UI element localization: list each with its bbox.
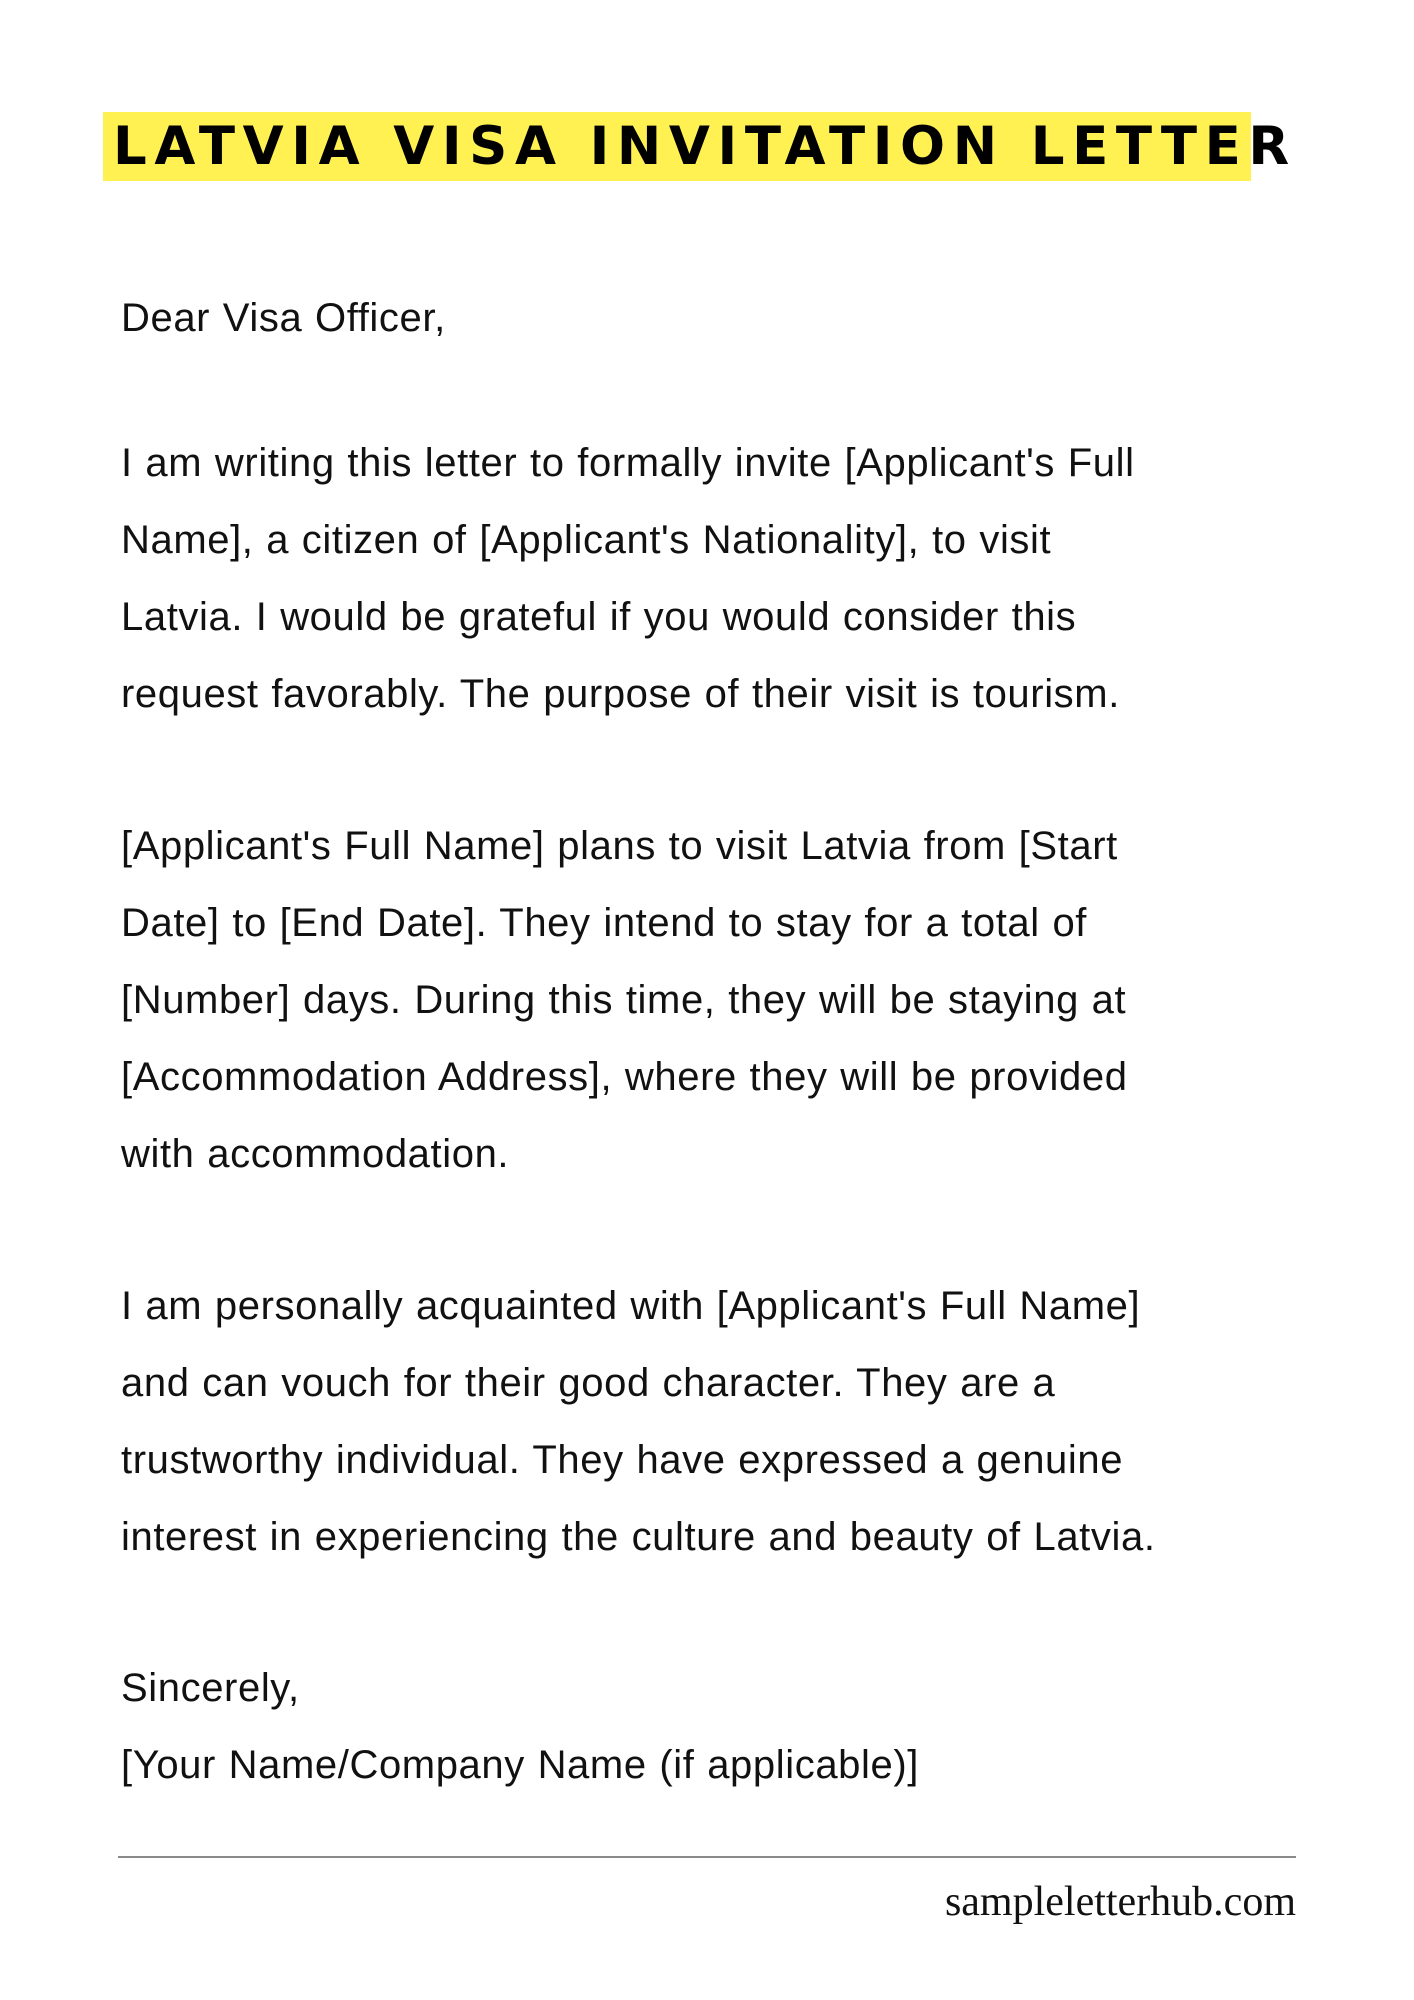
paragraph-character-reference bbox=[121, 1268, 1341, 1576]
paragraph-line: Date] to [End Date]. They intend to stay for a total of bbox=[121, 901, 1088, 945]
paragraph-line: Name], a citizen of [Applicant's Nationality], to visit bbox=[121, 518, 1052, 562]
paragraph-line: interest in experiencing the culture and beauty of Latvia. bbox=[121, 1515, 1156, 1559]
paragraph-invitation bbox=[121, 425, 1341, 733]
paragraph-line: [Number] days. During this time, they will be staying at bbox=[121, 978, 1127, 1022]
greeting-text: Dear Visa Officer, bbox=[121, 296, 446, 340]
page-title: LATVIA VISA INVITATION LETTER bbox=[113, 116, 1297, 177]
greeting bbox=[121, 280, 1341, 357]
paragraph-line: request favorably. The purpose of their visit is tourism. bbox=[121, 672, 1120, 716]
paragraph-line: and can vouch for their good character. They are a bbox=[121, 1361, 1056, 1405]
paragraph-line: with accommodation. bbox=[121, 1132, 510, 1176]
paragraph-line: [Accommodation Address], where they will be provided bbox=[121, 1055, 1128, 1099]
signature-placeholder: [Your Name/Company Name (if applicable)] bbox=[121, 1743, 919, 1787]
paragraph-line: trustworthy individual. They have expressed a genuine bbox=[121, 1438, 1124, 1482]
paragraph-line: [Applicant's Full Name] plans to visit Latvia from [Start bbox=[121, 824, 1118, 868]
closing-block bbox=[121, 1650, 1341, 1804]
footer-divider bbox=[118, 1856, 1296, 1858]
closing-text: Sincerely, bbox=[121, 1666, 300, 1710]
paragraph-line: I am personally acquainted with [Applicant's Full Name] bbox=[121, 1284, 1141, 1328]
paragraph-travel-details bbox=[121, 808, 1341, 1193]
paragraph-line: Latvia. I would be grateful if you would consider this bbox=[121, 595, 1077, 639]
footer-website: sampleletterhub.com bbox=[944, 1879, 1296, 1925]
paragraph-line: I am writing this letter to formally invite [Applicant's Full bbox=[121, 441, 1135, 485]
